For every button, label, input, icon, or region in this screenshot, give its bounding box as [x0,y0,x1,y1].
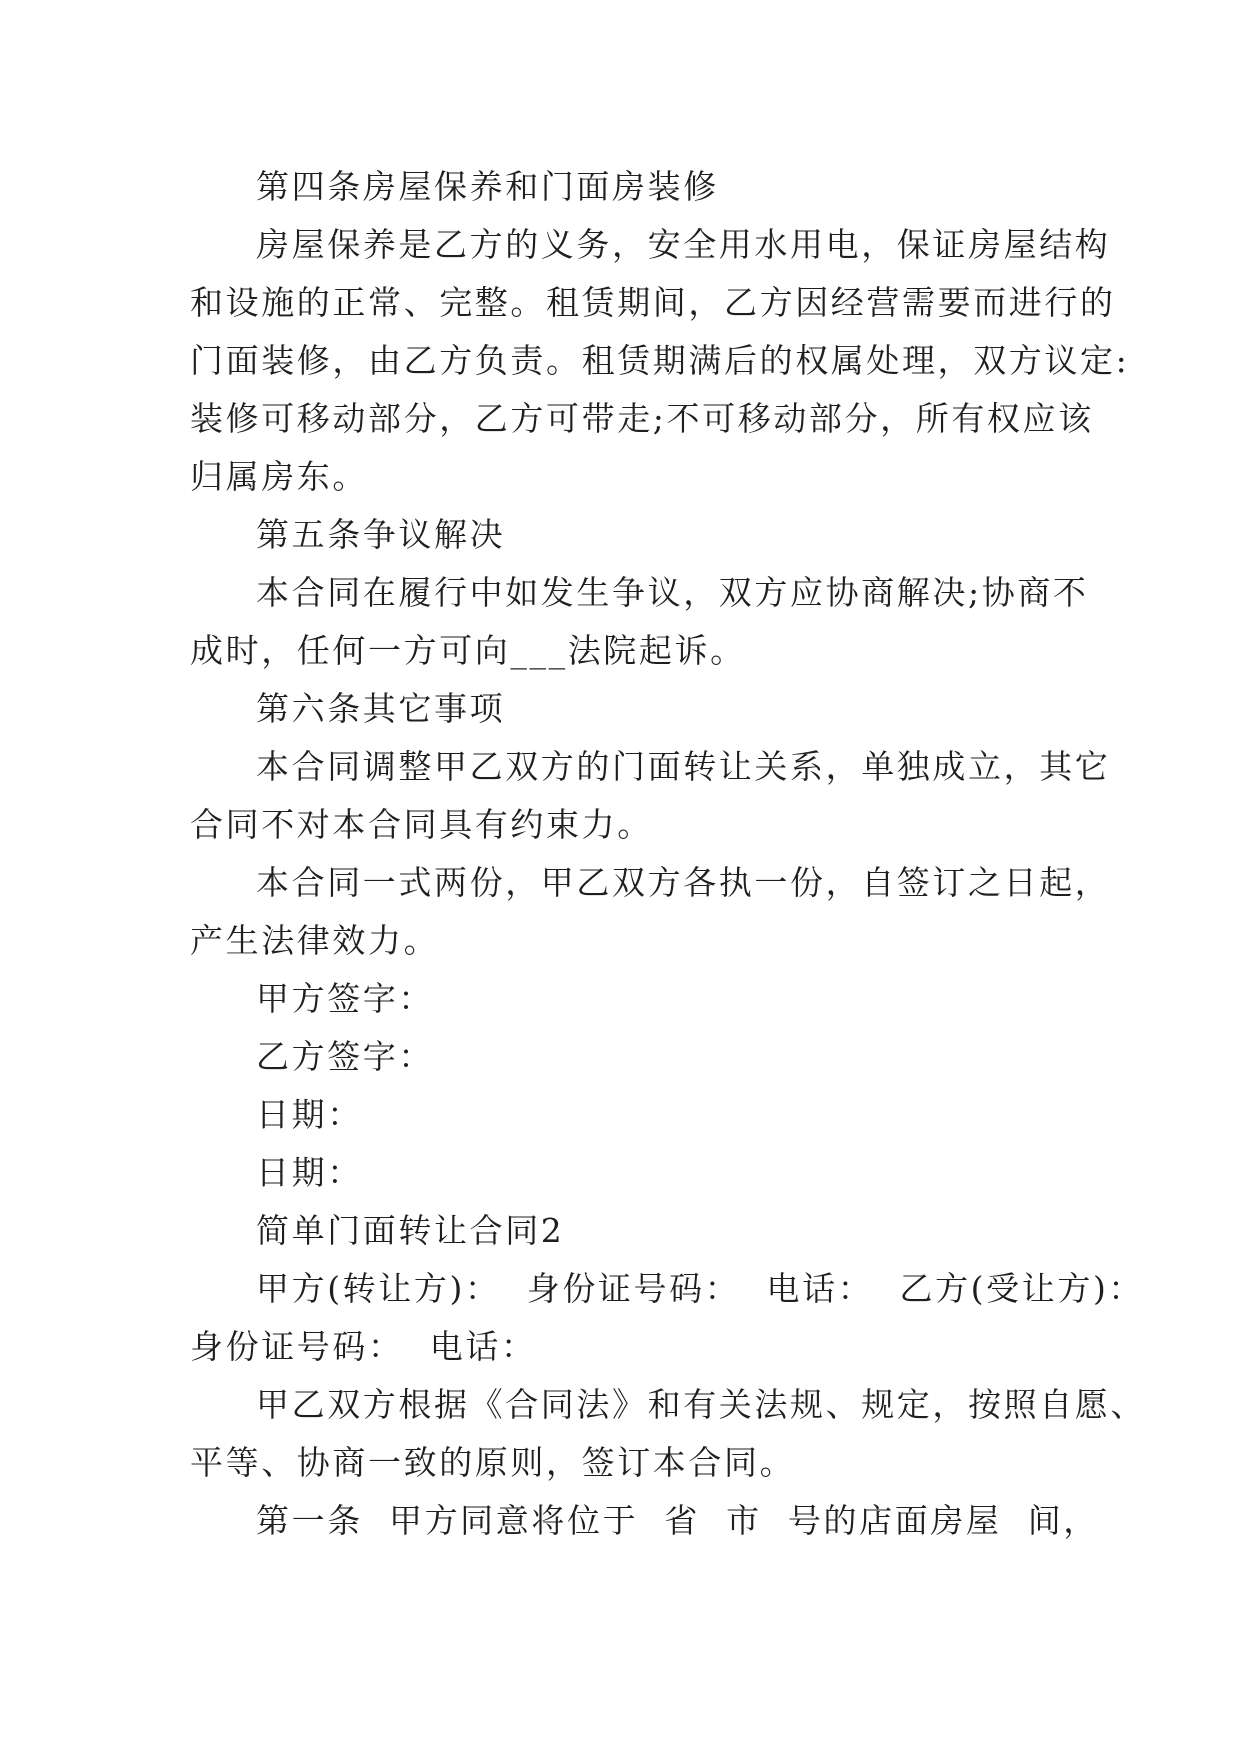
clause-4-text-line: 和设施的正常、完整。租赁期间，乙方因经营需要而进行的 [190,283,1116,322]
clause-1-text-line: 第一条 甲方同意将位于 省 市 号的店面房屋 间， [256,1501,1099,1540]
clause-6-heading: 第六条其它事项 [256,689,506,728]
clause-6-text-line: 本合同调整甲乙双方的门面转让关系，单独成立，其它 [256,747,1111,786]
clause-5-heading: 第五条争议解决 [256,515,506,554]
date-line: 日期： [256,1095,363,1134]
date-line: 日期： [256,1153,363,1192]
contract-2-title: 简单门面转让合同2 [256,1211,565,1250]
clause-6-text-line: 合同不对本合同具有约束力。 [190,805,653,844]
clause-5-text-line: 本合同在履行中如发生争议，双方应协商解决;协商不 [256,573,1089,612]
preamble-text-line: 甲乙双方根据《合同法》和有关法规、规定，按照自愿、 [256,1385,1146,1424]
clause-4-text-line: 装修可移动部分，乙方可带走;不可移动部分，所有权应该 [190,399,1094,438]
clause-4-heading: 第四条房屋保养和门面房装修 [256,167,719,206]
parties-info-line: 身份证号码： 电话： [190,1327,537,1366]
parties-info-line: 甲方(转让方)： 身份证号码： 电话： 乙方(受让方)： [256,1269,1145,1308]
party-a-signature: 甲方签字： [256,979,434,1018]
clause-4-text-line: 归属房东。 [190,457,368,496]
copies-text-line: 本合同一式两份，甲乙双方各执一份，自签订之日起， [256,863,1111,902]
copies-text-line: 产生法律效力。 [190,921,440,960]
clause-4-text-line: 门面装修，由乙方负责。租赁期满后的权属处理，双方议定: [190,341,1130,380]
document-body [190,158,1146,1550]
clause-4-text-line: 房屋保养是乙方的义务，安全用水用电，保证房屋结构 [256,225,1111,264]
party-b-signature: 乙方签字： [256,1037,434,1076]
preamble-text-line: 平等、协商一致的原则，签订本合同。 [190,1443,796,1482]
clause-5-text-line: 成时，任何一方可向___法院起诉。 [190,631,746,670]
